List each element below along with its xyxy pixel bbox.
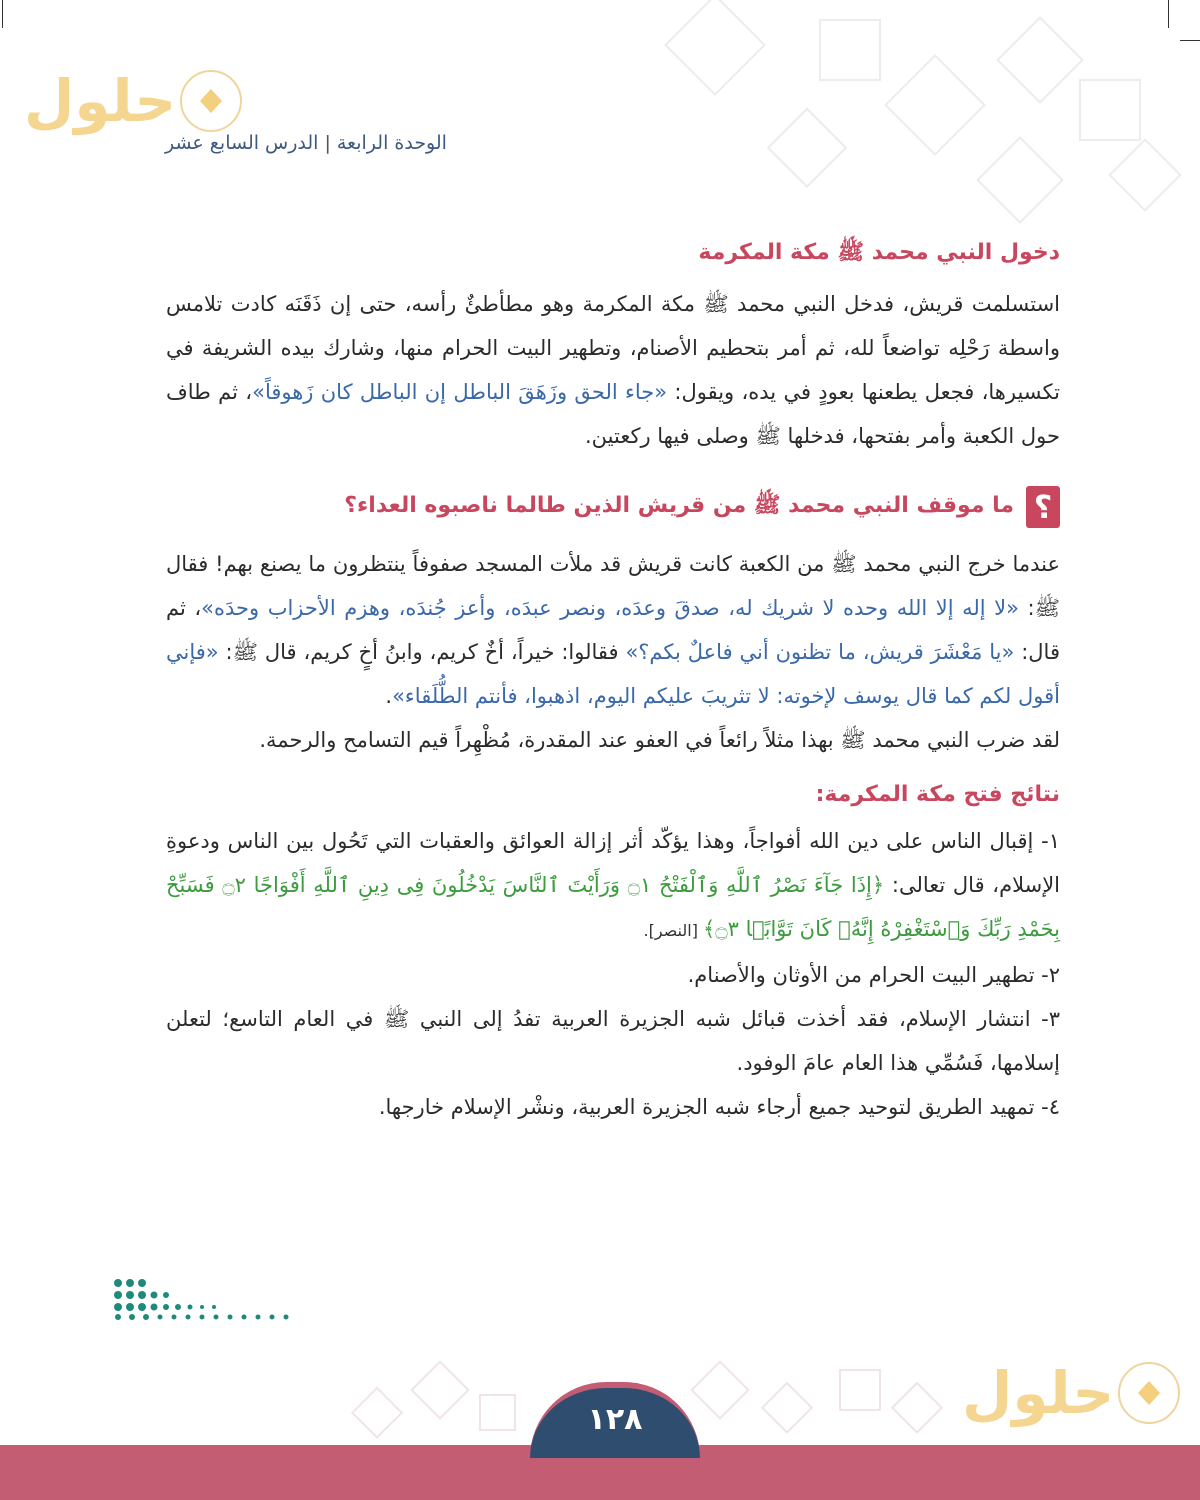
- crop-mark-top-left: [2, 0, 3, 28]
- crop-mark-top-right: [1168, 0, 1169, 28]
- lesson-label: الدرس السابع عشر: [165, 132, 319, 154]
- watermark-text: حلول: [24, 67, 177, 135]
- quote-tawhid: «لا إله إلا الله وحده لا شريك له، صدقَ وعدَه، ونصر عبدَه، وأعز جُندَه، وهزم الأحزاب وحدَه»: [201, 596, 1019, 620]
- crop-mark-right: [1180, 40, 1200, 41]
- question-text: ما موقف النبي محمد ﷺ من قريش الذين طالما ناصبوه العداء؟: [344, 493, 1014, 518]
- ministry-dots-logo: [112, 1275, 292, 1323]
- section-title-results: نتائج فتح مكة المكرمة:: [815, 782, 1060, 807]
- watermark-badge-icon: [1118, 1362, 1180, 1424]
- result-item-4: ٤- تمهيد الطريق لتوحيد جميع أرجاء شبه الجزيرة العربية، ونشْر الإسلام خارجها.: [378, 1095, 1060, 1119]
- page-number-tab: [530, 1382, 700, 1458]
- watermark-bottom: [962, 1359, 1180, 1427]
- section-title-entry: دخول النبي محمد ﷺ مكة المكرمة: [698, 240, 1060, 265]
- paragraph-entry: استسلمت قريش، فدخل النبي محمد ﷺ مكة المكرمة وهو مطأطئٌ رأسه، حتى إن ذَقَنَه كادت تلامس واسطة رَحْلِه تواضعاً لله، ثم أمر بتحطيم الأصنام، وتطهير البيت الحرام منها، وشارك بيده الشريفة في تكسيرها، فجعل يطعنها بعودٍ في يده، ويقول: «جاء الحق وزَهَقَ الباطل إن الباطل كان زَهوقاً»، ثم طاف حول الكعبة وأمر بفتحها، فدخلها ﷺ وصلى فيها ركعتين.: [166, 292, 1060, 448]
- paragraph-stance: عندما خرج النبي محمد ﷺ من الكعبة كانت قريش قد ملأت المسجد صفوفاً ينتظرون ما يصنع بهم! فقال ﷺ: «لا إله إلا الله وحده لا شريك له، صدقَ وعدَه، ونصر عبدَه، وأعز جُندَه، وهزم الأحزاب وحدَه»، ثم قال: «يا مَعْشَرَ قريش، ما تظنون أني فاعلٌ بكم؟» فقالوا: خيراً، أخٌ كريم، وابنُ أخٍ كريم، قال ﷺ: «فإني أقول لكم كما قال يوسف لإخوته: لا تثريبَ عليكم اليوم، اذهبوا، فأنتم الطُّلَقاء».: [166, 552, 1060, 708]
- watermark-badge-icon: [180, 70, 242, 132]
- quote-question-quraysh: «يا مَعْشَرَ قريش، ما تظنون أني فاعلٌ بكم؟»: [625, 640, 1015, 664]
- result-item-2: ٢- تطهير البيت الحرام من الأوثان والأصنام.: [687, 963, 1060, 987]
- quran-verse-nasr: ﴿إِذَا جَآءَ نَصْرُ ٱللَّهِ وَٱلْفَتْحُ ۝١ وَرَأَيْتَ ٱلنَّاسَ يَدْخُلُونَ فِى دِينِ ٱللَّهِ أَفْوَاجًا ۝٢ فَسَبِّحْ بِحَمْدِ رَبِّكَ وَٱسْتَغْفِرْهُ إِنَّهُۥ كَانَ تَوَّابًۢا ۝٣﴾: [166, 873, 1060, 941]
- quote-truth-came: «جاء الحق وزَهَقَ الباطل إن الباطل كان زَهوقاً»: [252, 380, 668, 404]
- watermark-text: حلول: [962, 1359, 1115, 1427]
- watermark-top: [24, 67, 242, 135]
- running-header: [165, 132, 447, 154]
- result-item-1: ١- إقبال الناس على دين الله أفواجاً، وهذا يؤكّد أثر إزالة العوائق والعقبات التي تَحُول بين الناس ودعوةِ الإسلام، قال تعالى: ﴿إِذَا جَآءَ نَصْرُ ٱللَّهِ وَٱلْفَتْحُ ۝١ وَرَأَيْتَ ٱلنَّاسَ يَدْخُلُونَ فِى دِينِ ٱللَّهِ أَفْوَاجًا ۝٢ فَسَبِّحْ بِحَمْدِ رَبِّكَ وَٱسْتَغْفِرْهُ إِنَّهُۥ كَانَ تَوَّابًۢا ۝٣﴾ [النصر].: [166, 829, 1061, 941]
- quote-no-blame: «فإني أقول لكم كما قال يوسف لإخوته: لا تثريبَ عليكم اليوم، اذهبوا، فأنتم الطُّلَقاء»: [166, 640, 1060, 708]
- unit-label: الوحدة الرابعة: [336, 132, 447, 154]
- surah-reference: [النصر].: [643, 921, 704, 940]
- header-separator: |: [324, 132, 331, 154]
- result-item-3: ٣- انتشار الإسلام، فقد أخذت قبائل شبه الجزيرة العربية تفدُ إلى النبي ﷺ في العام التاسع؛ لتعلن إسلامها، فَسُمِّي هذا العام عامَ الوفود.: [166, 1007, 1060, 1075]
- question-box: [166, 486, 1060, 528]
- page-content: [166, 238, 1060, 1129]
- page-number: ١٢٨: [587, 1402, 643, 1437]
- paragraph-conclusion: لقد ضرب النبي محمد ﷺ بهذا مثلاً رائعاً في العفو عند المقدرة، مُظْهِراً قيم التسامح والرحمة.: [259, 728, 1060, 752]
- question-mark-icon: ؟: [1026, 486, 1060, 528]
